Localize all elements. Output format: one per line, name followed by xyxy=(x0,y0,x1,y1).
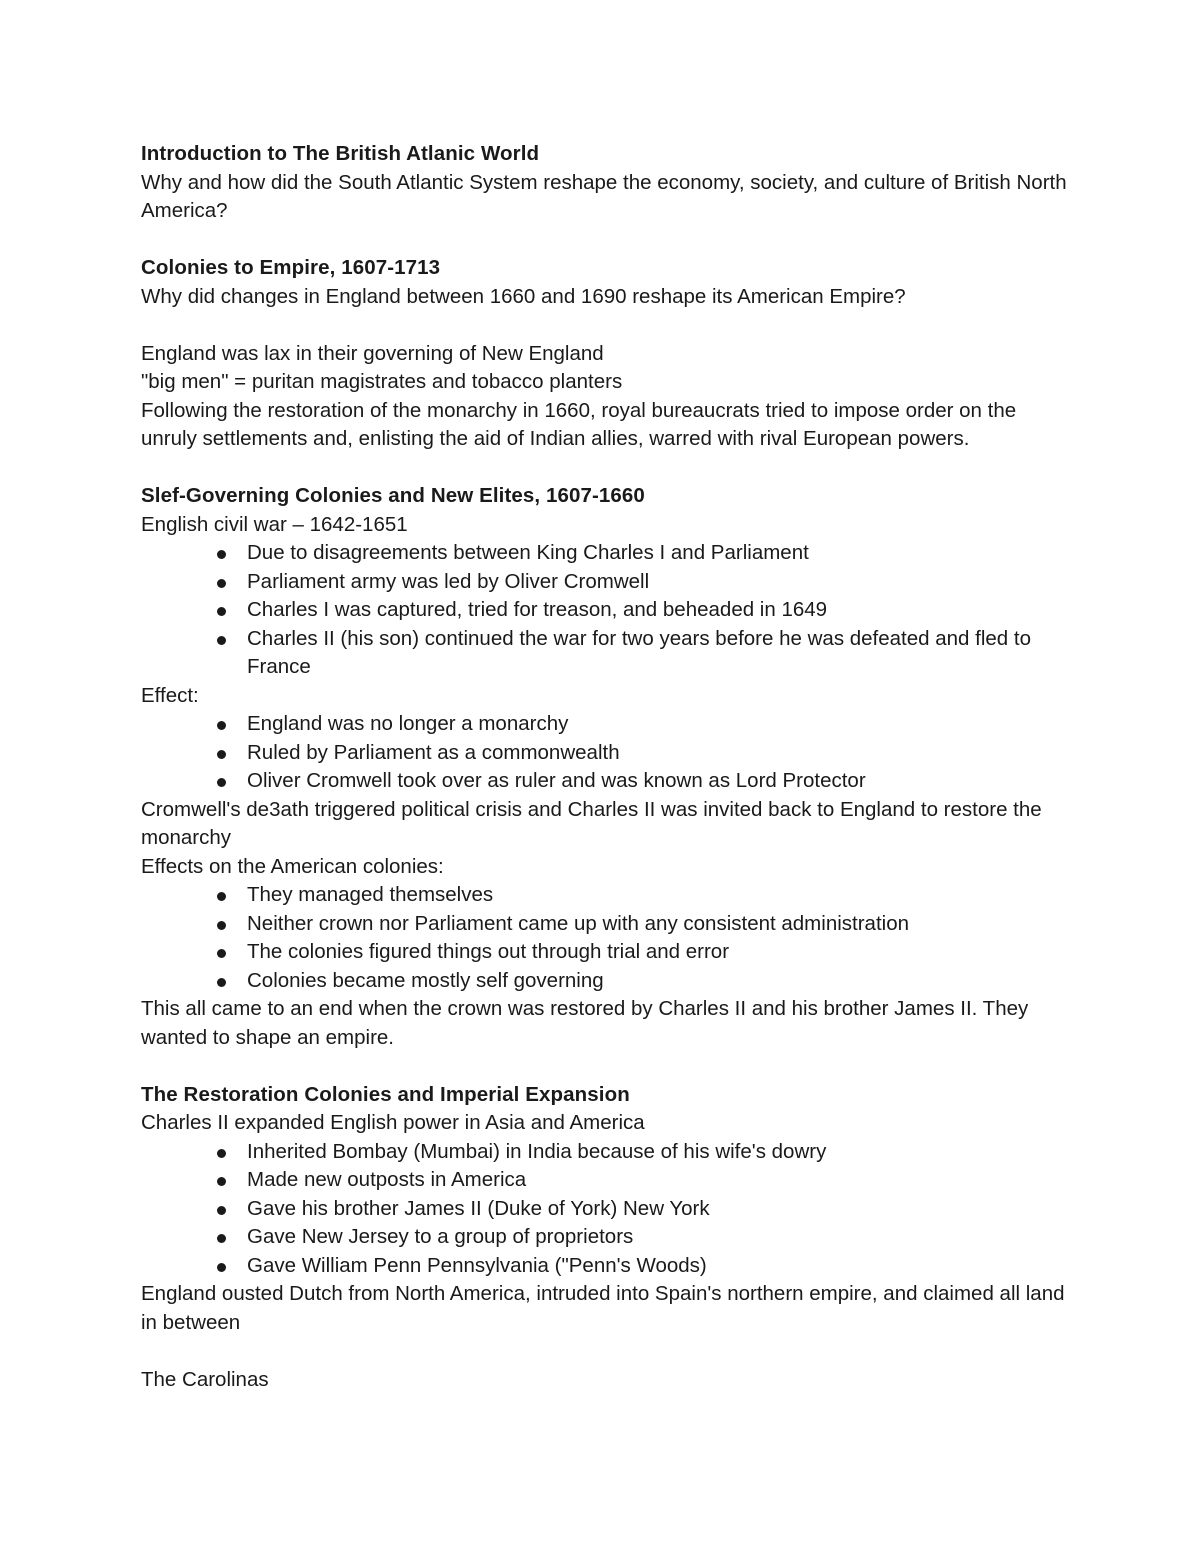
section-heading-self-governing: Slef-Governing Colonies and New Elites, 1607-1660 xyxy=(141,484,645,507)
list-item: Gave his brother James II (Duke of York) New York xyxy=(247,1195,1071,1224)
document-body xyxy=(141,140,1071,1394)
list-item: England was no longer a monarchy xyxy=(247,710,1071,739)
list-item: Ruled by Parliament as a commonwealth xyxy=(247,739,1071,768)
paragraph: England was lax in their governing of New England xyxy=(141,341,604,365)
paragraph: This all came to an end when the crown was restored by Charles II and his brother James II. They wanted to shape an empire. xyxy=(141,997,1029,1049)
paragraph: English civil war – 1642-1651 xyxy=(141,512,408,536)
paragraph: The Carolinas xyxy=(141,1367,269,1391)
blank-line xyxy=(141,1337,1071,1366)
paragraph: Cromwell's de3ath triggered political crisis and Charles II was invited back to England to restore the monarchy xyxy=(141,797,1042,849)
list-item: Neither crown nor Parliament came up with any consistent administration xyxy=(247,910,1071,939)
list-item: Colonies became mostly self governing xyxy=(247,967,1071,996)
list-item: Inherited Bombay (Mumbai) in India because of his wife's dowry xyxy=(247,1138,1071,1167)
list-item: Parliament army was led by Oliver Cromwell xyxy=(247,568,1071,597)
blank-line xyxy=(141,311,1071,340)
paragraph: Following the restoration of the monarchy in 1660, royal bureaucrats tried to impose order on the unruly settlements and, enlisting the aid of Indian allies, warred with rival European powers. xyxy=(141,398,1017,450)
list-item: The colonies figured things out through trial and error xyxy=(247,938,1071,967)
paragraph: Effect: xyxy=(141,683,199,707)
blank-line xyxy=(141,1052,1071,1081)
section-heading-intro: Introduction to The British Atlanic World xyxy=(141,142,540,165)
list-item: Charles II (his son) continued the war for two years before he was defeated and fled to France xyxy=(247,625,1071,682)
paragraph: "big men" = puritan magistrates and tobacco planters xyxy=(141,370,623,393)
list-item: Oliver Cromwell took over as ruler and was known as Lord Protector xyxy=(247,767,1071,796)
bullet-list-civil-war xyxy=(141,539,1071,682)
blank-line xyxy=(141,226,1071,255)
list-item: Gave New Jersey to a group of proprietors xyxy=(247,1223,1071,1252)
section-heading-colonies-to-empire: Colonies to Empire, 1607-1713 xyxy=(141,256,441,279)
list-item: Charles I was captured, tried for treason, and beheaded in 1649 xyxy=(247,596,1071,625)
bullet-list-colonies xyxy=(141,881,1071,995)
paragraph: Effects on the American colonies: xyxy=(141,854,444,878)
paragraph: Why and how did the South Atlantic System reshape the economy, society, and culture of British North America? xyxy=(141,170,1067,222)
bullet-list-effect xyxy=(141,710,1071,796)
list-item: Made new outposts in America xyxy=(247,1166,1071,1195)
list-item: Due to disagreements between King Charles I and Parliament xyxy=(247,539,1071,568)
list-item: Gave William Penn Pennsylvania ("Penn's Woods) xyxy=(247,1252,1071,1281)
bullet-list-restoration xyxy=(141,1138,1071,1281)
paragraph: Charles II expanded English power in Asia and America xyxy=(141,1111,645,1134)
paragraph: Why did changes in England between 1660 and 1690 reshape its American Empire? xyxy=(141,284,906,308)
list-item: They managed themselves xyxy=(247,881,1071,910)
blank-line xyxy=(141,454,1071,483)
paragraph: England ousted Dutch from North America, intruded into Spain's northern empire, and claimed all land in between xyxy=(141,1282,1065,1334)
section-heading-restoration: The Restoration Colonies and Imperial Expansion xyxy=(141,1082,630,1106)
